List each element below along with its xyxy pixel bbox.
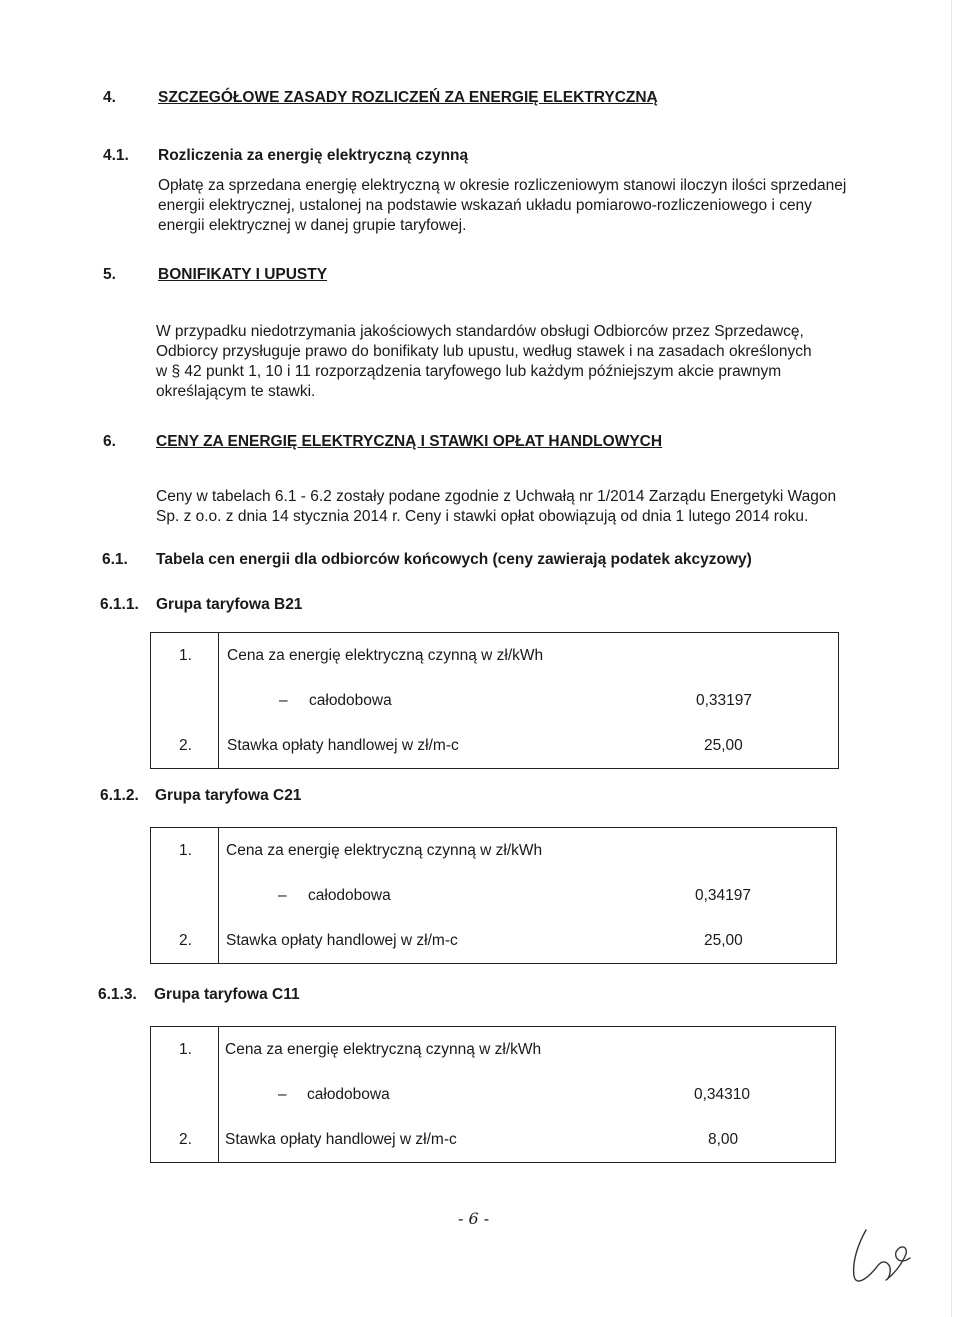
- price-value: 0,34197: [695, 887, 752, 904]
- row-label: Cena za energię elektryczną czynną w zł/kWh: [227, 647, 544, 664]
- tariff-table-b21: [150, 632, 839, 769]
- page-number: - 6 -: [458, 1209, 490, 1228]
- fee-value: 8,00: [708, 1131, 739, 1148]
- row-number: 1.: [179, 647, 192, 664]
- sub-label: całodobowa: [307, 1086, 390, 1103]
- group-c21-title: Grupa taryfowa C21: [155, 787, 302, 804]
- section-6-title: CENY ZA ENERGIĘ ELEKTRYCZNĄ I STAWKI OPŁAT HANDLOWYCH: [156, 433, 663, 450]
- dash-marker: –: [279, 692, 288, 709]
- section-4-title: SZCZEGÓŁOWE ZASADY ROZLICZEŃ ZA ENERGIĘ ELEKTRYCZNĄ: [158, 89, 658, 106]
- section-6-paragraph: [156, 487, 860, 527]
- paragraph-line: W przypadku niedotrzymania jakościowych standardów obsługi Odbiorców przez Sprzedawcę,: [156, 323, 804, 340]
- row-label: Stawka opłaty handlowej w zł/m-c: [226, 932, 458, 949]
- row-label: Cena za energię elektryczną czynną w zł/kWh: [226, 842, 543, 859]
- row-number: 1.: [179, 1041, 192, 1058]
- section-6-number: 6.: [103, 433, 116, 450]
- row-number: 2.: [179, 737, 192, 754]
- row-number: 1.: [179, 842, 192, 859]
- fee-value: 25,00: [704, 932, 743, 949]
- dash-marker: –: [278, 887, 287, 904]
- tariff-table-c21: [150, 827, 837, 964]
- group-c11-title: Grupa taryfowa C11: [154, 986, 300, 1003]
- paragraph-line: Sp. z o.o. z dnia 14 stycznia 2014 r. Ceny i stawki opłat obowiązują od dnia 1 lutego 2014 roku.: [156, 508, 809, 525]
- group-c11-number: 6.1.3.: [98, 986, 137, 1003]
- row-label: Stawka opłaty handlowej w zł/m-c: [227, 737, 459, 754]
- paragraph-line: w § 42 punkt 1, 10 i 11 rozporządzenia taryfowego lub każdym późniejszym akcie prawnym: [156, 363, 782, 380]
- paragraph-line: energii elektrycznej w danej grupie taryfowej.: [158, 217, 467, 234]
- handwritten-initials: [840, 1224, 920, 1294]
- row-number: 2.: [179, 1131, 192, 1148]
- section-6-1-title: Tabela cen energii dla odbiorców końcowych (ceny zawierają podatek akcyzowy): [156, 551, 752, 568]
- group-c21-number: 6.1.2.: [100, 787, 139, 804]
- section-5-paragraph: [156, 322, 858, 402]
- paragraph-line: Odbiorcy przysługuje prawo do bonifikaty lub upustu, według stawek i na zasadach określonych: [156, 343, 812, 360]
- dash-marker: –: [278, 1086, 287, 1103]
- tariff-table-c11: [150, 1026, 836, 1163]
- section-6-1-number: 6.1.: [102, 551, 128, 568]
- section-5-title: BONIFIKATY I UPUSTY: [158, 266, 328, 283]
- group-b21-number: 6.1.1.: [100, 596, 139, 613]
- paragraph-line: określającym te stawki.: [156, 383, 316, 400]
- fee-value: 25,00: [704, 737, 743, 754]
- paragraph-line: Opłatę za sprzedana energię elektryczną w okresie rozliczeniowym stanowi iloczyn ilości sprzedanej: [158, 177, 847, 194]
- paragraph-line: Ceny w tabelach 6.1 - 6.2 zostały podane zgodnie z Uchwałą nr 1/2014 Zarządu Energetyki Wagon: [156, 488, 837, 505]
- sub-label: całodobowa: [309, 692, 392, 709]
- section-4-1-title: Rozliczenia za energię elektryczną czynną: [158, 147, 469, 164]
- section-4-number: 4.: [103, 89, 116, 106]
- sub-label: całodobowa: [308, 887, 391, 904]
- group-b21-title: Grupa taryfowa B21: [156, 596, 303, 613]
- row-number: 2.: [179, 932, 192, 949]
- section-5-number: 5.: [103, 266, 116, 283]
- price-value: 0,33197: [696, 692, 753, 709]
- row-label: Cena za energię elektryczną czynną w zł/kWh: [225, 1041, 542, 1058]
- row-label: Stawka opłaty handlowej w zł/m-c: [225, 1131, 457, 1148]
- section-4-1-number: 4.1.: [103, 147, 129, 164]
- section-4-1-paragraph: [158, 176, 870, 236]
- paragraph-line: energii elektrycznej, ustalonej na podstawie wskazań układu pomiarowo-rozliczeniowego i ceny: [158, 197, 812, 214]
- price-value: 0,34310: [694, 1086, 751, 1103]
- page-edge: [951, 0, 952, 1317]
